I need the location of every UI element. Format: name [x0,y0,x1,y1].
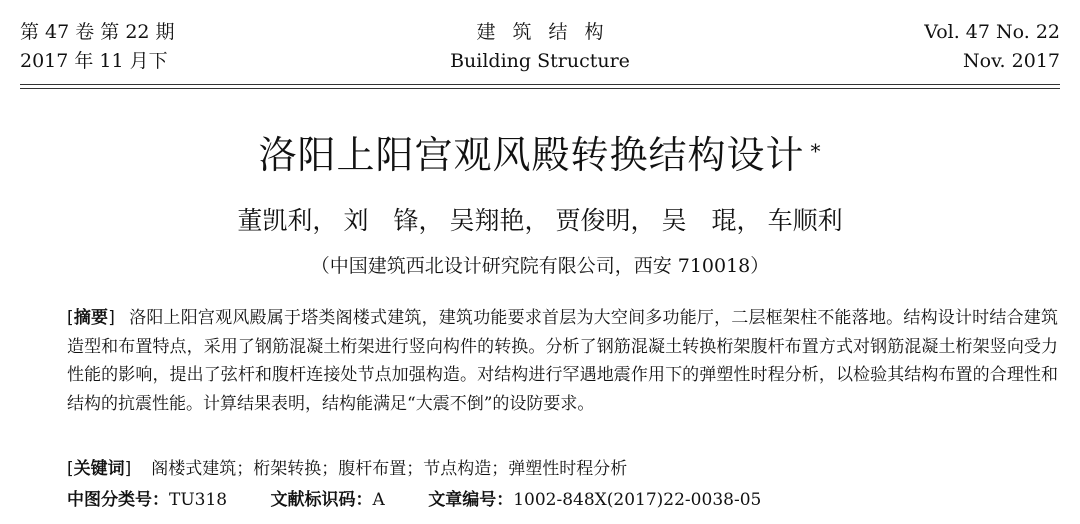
affiliation: （中国建筑西北设计研究院有限公司，西安 710018） [310,255,770,277]
keywords-label: [关键词] [67,459,132,479]
header-rule-top [20,84,1060,85]
journal-header [20,18,1060,80]
abstract-block [67,304,1058,418]
header-center [20,18,1060,76]
clc-number [67,490,227,510]
article-number-value: 1002-848X(2017)22-0038-05 [513,490,762,510]
journal-name-cn: 建筑结构 [476,21,621,43]
author: ， 吴翔艳 [418,206,524,235]
author: ， 吴 琨 [631,206,737,235]
article-number-label: 文章编号： [428,490,514,510]
author: ， 刘 锋 [312,206,418,235]
author: ， 车顺利 [737,206,843,235]
article-title-text: 洛阳上阳宫观风殿转换结构设计 [258,133,805,177]
abstract-label-text: 摘要 [73,308,109,328]
article-title [0,130,1080,180]
keywords-block [67,455,1058,483]
author: 董凯利 [237,206,313,235]
issue-date-en: Nov. 2017 [963,50,1060,72]
clc-label: 中图分类号： [67,490,169,510]
title-footnote-mark: * [810,139,822,163]
journal-name-en: Building Structure [450,50,630,72]
article-number [428,490,761,510]
clc-value: TU318 [169,490,228,510]
header-rule-bottom [20,88,1060,89]
keywords-text: 阁楼式建筑；桁架转换；腹杆布置；节点构造；弹塑性时程分析 [151,459,628,479]
document-code [271,490,385,510]
author-list [0,203,1080,239]
volume-issue-en: Vol. 47 No. 22 [924,21,1060,43]
keywords-label-text: 关键词 [73,459,125,479]
author: ， 贾俊明 [524,206,630,235]
abstract-label: [摘要] [67,308,115,328]
abstract-text: 洛阳上阳宫观风殿属于塔类阁楼式建筑，建筑功能要求首层为大空间多功能厅，二层框架柱不能落地。结构设计时结合建筑造型和布置特点，采用了钢筋混凝土桁架进行竖向构件的转换。分析了钢筋混凝土转换桁架腹杆布置方式对钢筋混凝土桁架竖向受力性能的影响，提出了弦杆和腹杆连接处节点加强构造。对结构进行罕遇地震作用下的弹塑性时程分析，以检验其结构布置的合理性和结构的抗震性能。计算结果表明，结构能满足“大震不倒”的设防要求。 [67,308,1059,414]
issue-date-cn: 2017 年 11 月下 [20,50,168,72]
header-right [924,18,1060,76]
doc-code-label: 文献标识码： [270,490,373,510]
doc-code-value: A [372,490,385,510]
volume-issue-cn: 第 47 卷 第 22 期 [20,21,175,43]
classification-line [67,486,1058,514]
